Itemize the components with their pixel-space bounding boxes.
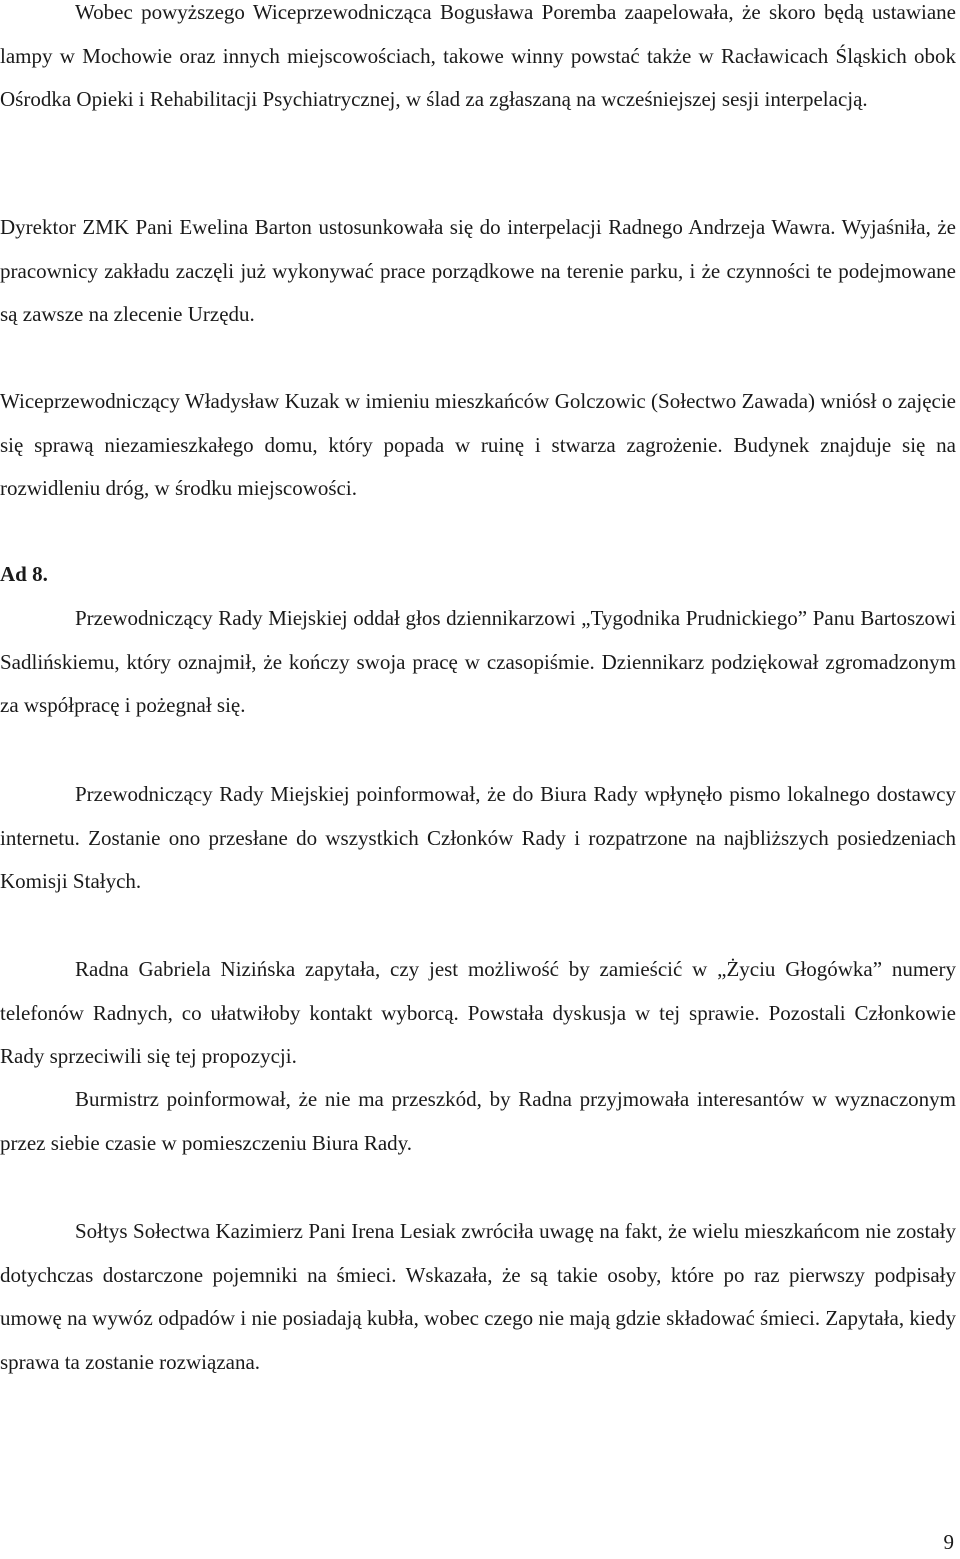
page-number: 9	[943, 1530, 954, 1554]
paragraph-mayor-office-hours: Burmistrz poinformował, że nie ma przeszkód, by Radna przyjmowała interesantów w wyznaczonym przez siebie czasie w pomieszczeniu Biura Rady.	[0, 1087, 956, 1155]
paragraph-nizinska-phone-numbers: Radna Gabriela Nizińska zapytała, czy jest możliwość by zamieścić w „Życiu Głogówka” numery telefonów Radnych, co ułatwiłoby kontakt wyborcą. Powstała dyskusja w tej sprawie. Pozostali Członkowie Rady sprzeciwili się tej propozycji.	[0, 957, 956, 1068]
section-heading-ad-8: Ad 8.	[0, 562, 48, 586]
paragraph-zmk-director: Dyrektor ZMK Pani Ewelina Barton ustosunkowała się do interpelacji Radnego Andrzeja Wawra. Wyjaśniła, że pracownicy zakładu zaczęli już wykonywać prace porządkowe na terenie parku, i że czynności te podejmowane są zawsze na zlecenie Urzędu.	[0, 215, 956, 326]
paragraph-kuzak-golczowice: Wiceprzewodniczący Władysław Kuzak w imieniu mieszkańców Golczowic (Sołectwo Zawada) wniósł o zajęcie się sprawą niezamieszkałego domu, który popada w ruinę i stwarza zagrożenie. Budynek znajduje się na rozwidleniu dróg, w środku miejscowości.	[0, 389, 956, 500]
paragraph-internet-provider-letter: Przewodniczący Rady Miejskiej poinformował, że do Biura Rady wpłynęło pismo lokalnego dostawcy internetu. Zostanie ono przesłane do wszystkich Członków Rady i rozpatrzone na najbliższych posiedzeniach Komisji Stałych.	[0, 782, 956, 893]
paragraph-journalist-farewell: Przewodniczący Rady Miejskiej oddał głos dziennikarzowi „Tygodnika Prudnickiego” Panu Bartoszowi Sadlińskiemu, który oznajmił, że kończy swoja pracę w czasopiśmie. Dziennikarz podziękował zgromadzonym za współpracę i pożegnał się.	[0, 606, 956, 717]
paragraph-poremba-lamps: Wobec powyższego Wiceprzewodnicząca Bogusława Poremba zaapelowała, że skoro będą ustawiane lampy w Mochowie oraz innych miejscowościach, takowe winny powstać także w Racławicach Śląskich obok Ośrodka Opieki i Rehabilitacji Psychiatrycznej, w ślad za zgłaszaną na wcześniejszej sesji interpelacją.	[0, 0, 956, 111]
paragraph-lesiak-waste-bins: Sołtys Sołectwa Kazimierz Pani Irena Lesiak zwróciła uwagę na fakt, że wielu mieszkańcom nie zostały dotychczas dostarczone pojemniki na śmieci. Wskazała, że są takie osoby, które po raz pierwszy podpisały umowę na wywóz odpadów i nie posiadają kubła, wobec czego nie mają gdzie składować śmieci. Zapytała, kiedy sprawa ta zostanie rozwiązana.	[0, 1219, 956, 1374]
